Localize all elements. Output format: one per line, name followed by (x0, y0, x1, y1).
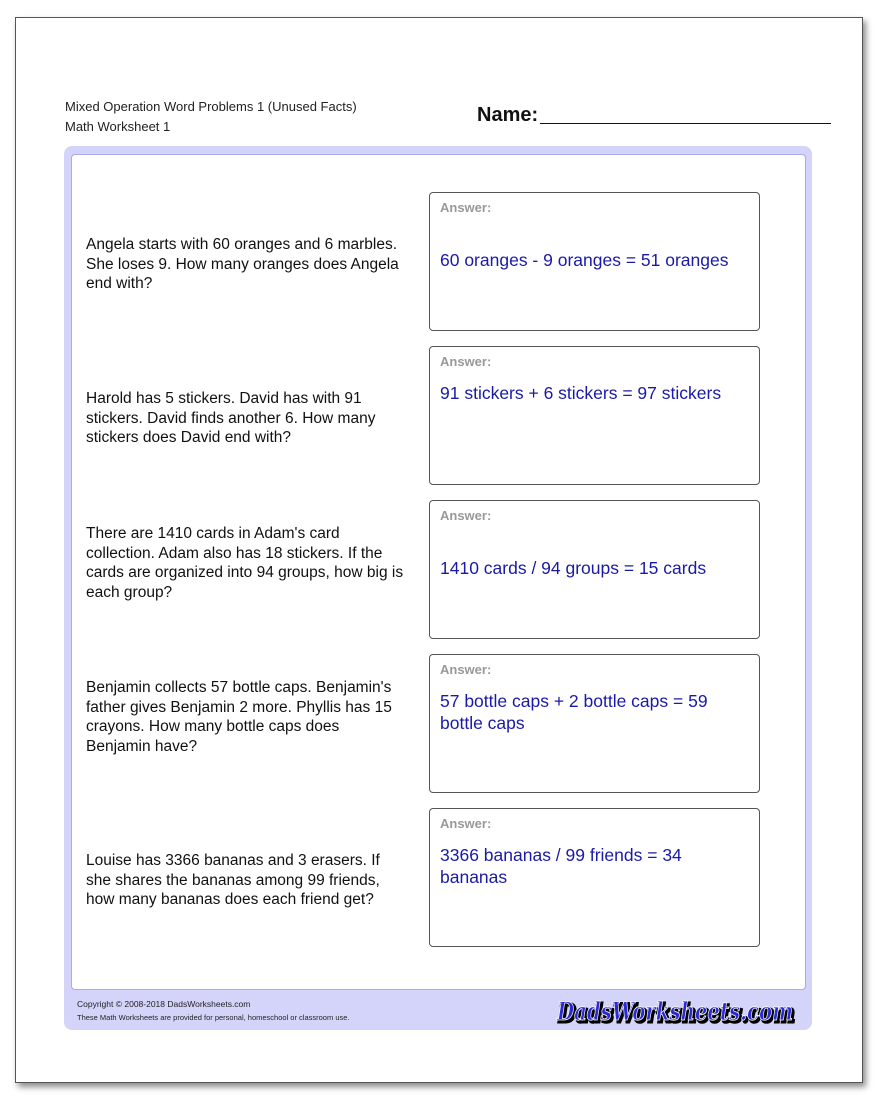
answer-text-5: 3366 bananas / 99 friends = 34 bananas (440, 845, 682, 887)
answer-box-3 (429, 500, 760, 639)
answer-text-3: 1410 cards / 94 groups = 15 cards (440, 558, 707, 578)
question-1: Angela starts with 60 oranges and 6 marbles. She loses 9. How many oranges does Angela end with? (86, 236, 399, 292)
answer-label: Answer: (440, 354, 492, 369)
question-4: Benjamin collects 57 bottle caps. Benjamin's father gives Benjamin 2 more. Phyllis has 15 crayons. How many bottle caps does Benjamin have? (86, 679, 392, 755)
question-2: Harold has 5 stickers. David has with 91 stickers. David finds another 6. How many stickers does David end with? (86, 390, 376, 446)
answer-box-4 (429, 654, 760, 793)
name-label: Name: (477, 104, 539, 126)
footer-note: These Math Worksheets are provided for personal, homeschool or classroom use. (77, 1013, 350, 1022)
logo-shadow: DadsWorksheets.com (558, 999, 795, 1028)
answer-box-5 (429, 808, 760, 947)
logo-text: DadsWorksheets.com (556, 997, 793, 1026)
footer-copyright: Copyright © 2008-2018 DadsWorksheets.com (77, 999, 251, 1009)
worksheet-title: Mixed Operation Word Problems 1 (Unused Facts) (65, 99, 357, 114)
answer-text-1: 60 oranges - 9 oranges = 51 oranges (440, 250, 729, 270)
answer-box-2 (429, 346, 760, 485)
answer-box-1 (429, 192, 760, 331)
dadsworksheets-logo (556, 993, 801, 1031)
worksheet-page (15, 17, 863, 1083)
answer-label: Answer: (440, 508, 492, 523)
answer-text-4: 57 bottle caps + 2 bottle caps = 59 bottle caps (440, 691, 708, 733)
worksheet-subtitle: Math Worksheet 1 (65, 119, 171, 134)
question-3: There are 1410 cards in Adam's card collection. Adam also has 18 stickers. If the cards are organized into 94 groups, how big is each group? (86, 525, 404, 601)
name-line (540, 123, 831, 124)
answer-label: Answer: (440, 200, 492, 215)
answer-label: Answer: (440, 662, 492, 677)
answer-label: Answer: (440, 816, 492, 831)
question-5: Louise has 3366 bananas and 3 erasers. If she shares the bananas among 99 friends, how many bananas does each friend get? (86, 852, 380, 908)
answer-text-2: 91 stickers + 6 stickers = 97 stickers (440, 383, 722, 403)
